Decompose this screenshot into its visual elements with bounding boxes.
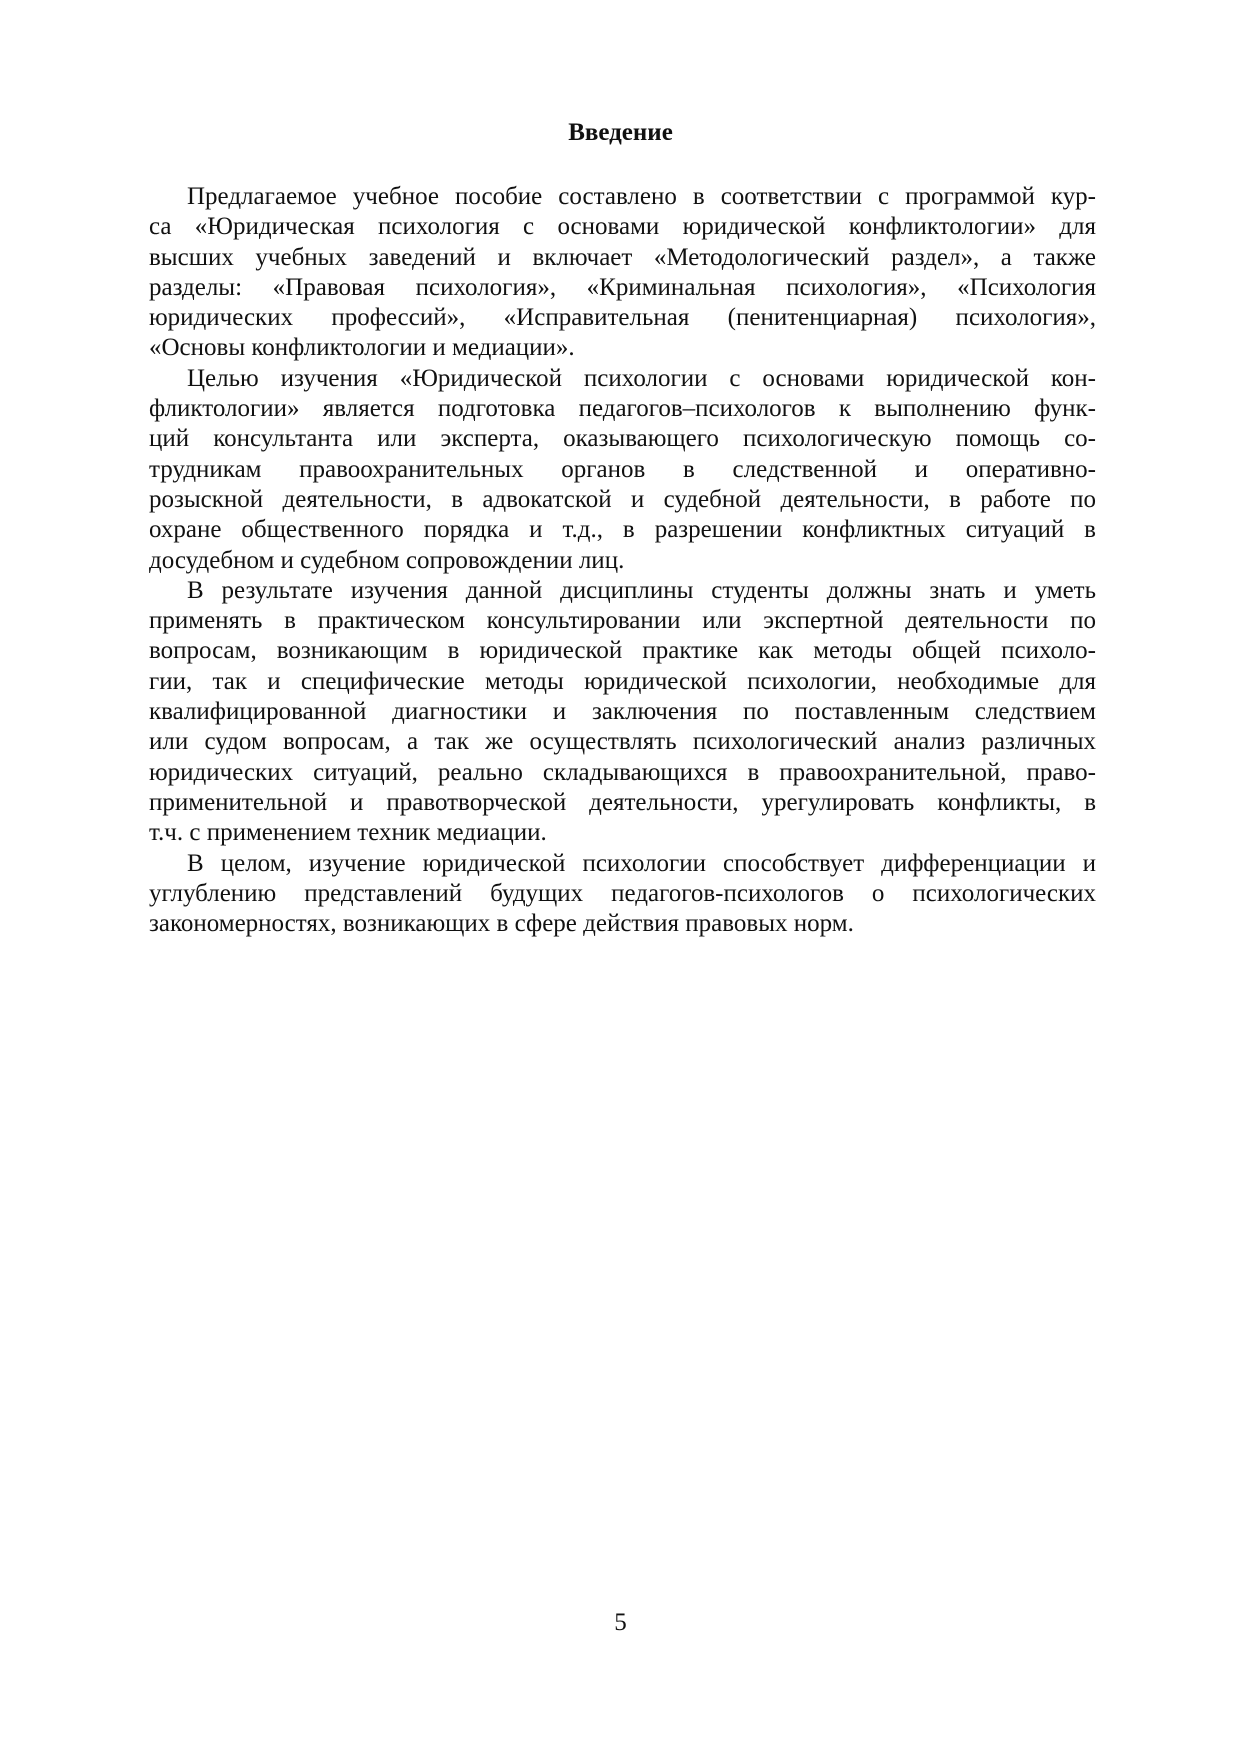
text-line: трудникам правоохранительных органов в следственной и оперативно- [149,455,1096,483]
text-line: применять в практическом консультировании или экспертной деятельности по [149,607,1096,635]
text-line: са «Юридическая психология с основами юридической конфликтологии» для [149,213,1096,241]
text-line: гии, так и специфические методы юридической психологии, необходимые для [149,667,1096,695]
text-line: ций консультанта или эксперта, оказывающего психологическую помощь со- [149,425,1096,453]
text-line: углублению представлений будущих педагогов-психологов о психологических [149,879,1096,907]
text-line: разделы: «Правовая психология», «Криминальная психология», «Психология [149,273,1096,301]
paragraph-4 [149,849,1096,940]
text-line: вопросам, возникающим в юридической практике как методы общей психоло- [149,637,1096,665]
paragraph-3 [149,576,1096,849]
text-line: применительной и правотворческой деятельности, урегулировать конфликты, в [149,788,1096,816]
text-line: досудебном и судебном сопровождении лиц. [149,546,625,574]
body-text [149,182,1096,939]
text-line: юридических ситуаций, реально складывающихся в правоохранительной, право- [149,758,1096,786]
text-line: высших учебных заведений и включает «Методологический раздел», а также [149,243,1096,271]
text-line: В результате изучения данной дисциплины студенты должны знать и уметь [187,576,1096,604]
text-line: Целью изучения «Юридической психологии с основами юридической кон- [187,364,1096,392]
paragraph-2 [149,364,1096,576]
paragraph-1 [149,182,1096,364]
text-line: «Основы конфликтологии и медиации». [149,334,575,362]
text-line: В целом, изучение юридической психологии способствует дифференциации и [187,849,1096,877]
text-line: закономерностях, возникающих в сфере действия правовых норм. [149,910,854,938]
text-line: охране общественного порядка и т.д., в разрешении конфликтных ситуаций в [149,516,1096,544]
text-line: Предлагаемое учебное пособие составлено в соответствии с программой кур- [187,183,1096,210]
text-line: юридических профессий», «Исправительная (пенитенциарная) психология», [149,304,1096,332]
page-number: 5 [614,1609,627,1636]
text-line: или судом вопросам, а так же осуществлять психологический анализ различных [149,728,1096,756]
text-line: т.ч. с применением техник медиации. [149,819,547,847]
section-heading: Введение [568,119,673,146]
text-line: квалифицированной диагностики и заключения по поставленным следствием [149,698,1096,726]
text-line: розыскной деятельности, в адвокатской и судебной деятельности, в работе по [149,485,1096,513]
text-line: фликтологии» является подготовка педагогов–психологов к выполнению функ- [149,395,1096,423]
